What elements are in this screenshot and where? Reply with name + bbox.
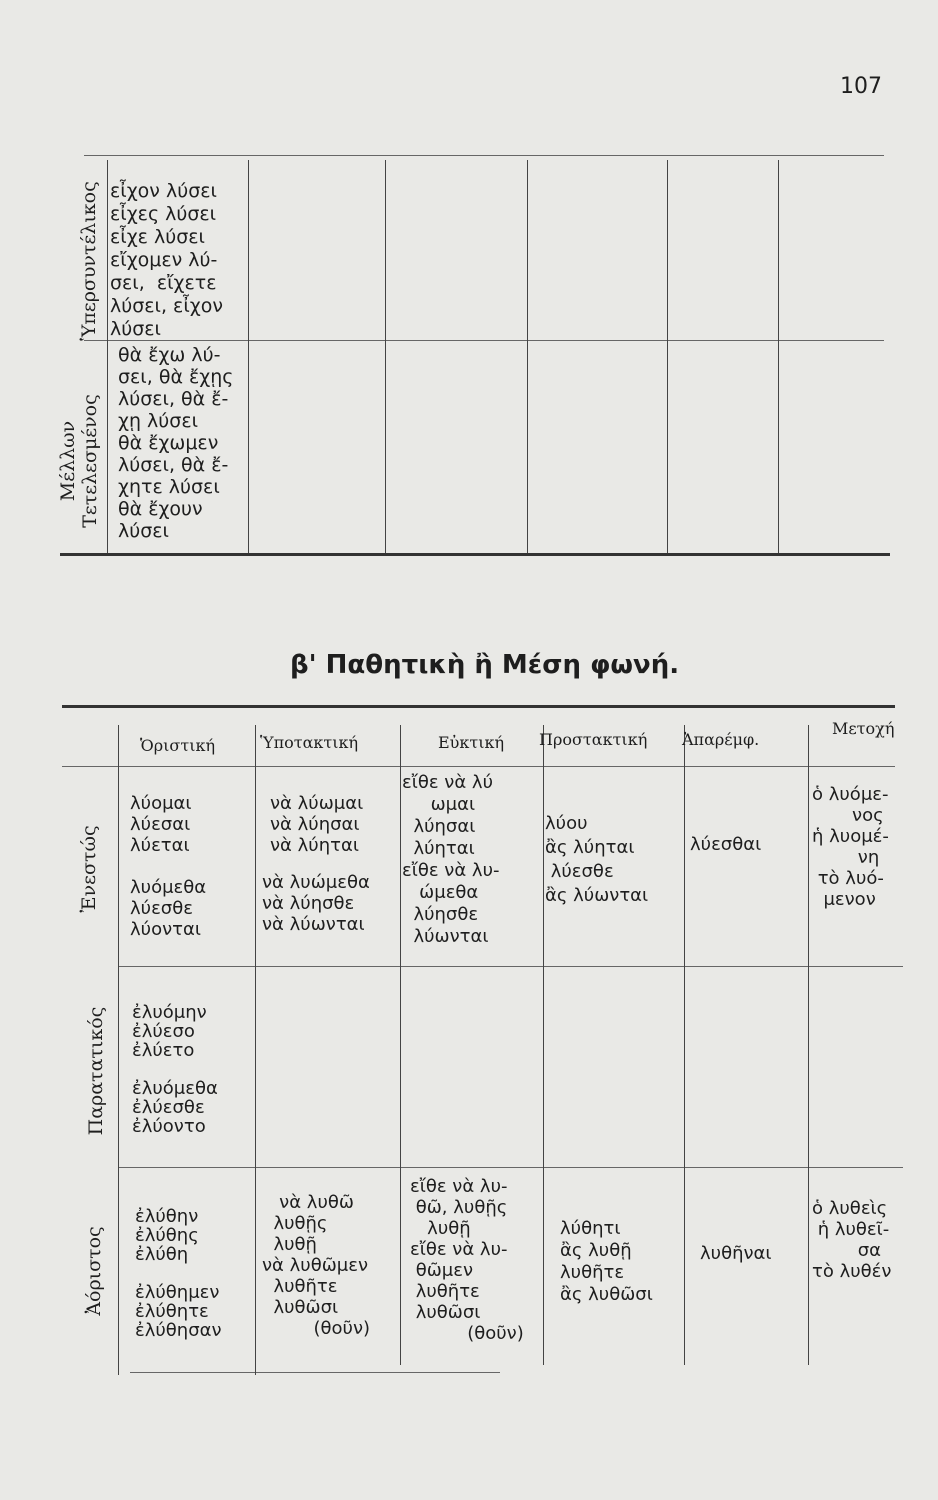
row-label-present: Ἐνεστώς (78, 825, 100, 913)
present-ypotaktiki-a: νὰ λύωμαι νὰ λύησαι νὰ λύηται (270, 793, 364, 856)
table-divider (107, 160, 108, 553)
table-rule (118, 1167, 903, 1168)
imperfect-oristiki: ἐλυόμην ἐλύεσο ἐλύετο ἐλυόμεθα ἐλύεσθε ἐλύοντο (132, 1002, 218, 1137)
table-divider (667, 160, 668, 553)
table-divider (808, 725, 809, 1365)
table-rule (62, 705, 895, 708)
table-rule (84, 155, 884, 156)
present-efktiki: εἴθε νὰ λύ ωμαι λύησαι λύηται εἴθε νὰ λυ- ώμεθα λύησθε λύωνται (402, 772, 500, 947)
aorist-ypotaktiki: νὰ λυθῶ λυθῇς λυθῇ νὰ λυθῶμεν λυθῆτε λυθῶσι (θοῦν) (262, 1192, 371, 1339)
present-aparemfato: λύεσθαι (690, 834, 762, 855)
page-number: 107 (840, 74, 882, 99)
row-label-future-perfect-1: Μέλλων (57, 420, 79, 502)
present-ypotaktiki-b: νὰ λυώμεθα νὰ λύησθε νὰ λύωνται (262, 872, 370, 935)
aorist-prostaktiki: λύθητι ἂς λυθῇ λυθῆτε ἂς λυθῶσι (560, 1218, 653, 1305)
table-divider (684, 725, 685, 1365)
present-oristiki: λύομαι λύεσαι λύεται λυόμεθα λύεσθε λύονται (130, 793, 207, 940)
future-perfect-forms: θὰ ἔχω λύ- σει, θὰ ἔχῃς λύσει, θὰ ἔ- χῃ λύσει θὰ ἔχωμεν λύσει, θὰ ἔ- χητε λύσει θὰ ἔχουν λύσει (118, 344, 234, 542)
table-divider (527, 160, 528, 553)
pluperfect-forms: εἶχον λύσει εἶχες λύσει εἶχε λύσει εἴχομεν λύ- σει, εἴχετε λύσει, εἶχον λύσει (110, 180, 223, 340)
row-label-aorist: Ἀόριστος (83, 1226, 105, 1316)
present-metochi: ὁ λυόμε- νος ἡ λυομέ- νη τὸ λυό- μενον (812, 784, 889, 910)
table-divider (400, 725, 401, 1365)
aorist-efktiki: εἴθε νὰ λυ- θῶ, λυθῇς λυθῇ εἴθε νὰ λυ- θῶμεν λυθῆτε λυθῶσι (θοῦν) (410, 1176, 524, 1344)
table-divider (543, 725, 544, 1365)
present-prostaktiki: λύου ἂς λύηται λύεσθε ἂς λύωνται (545, 813, 649, 906)
table-rule (118, 966, 903, 967)
table-divider (118, 725, 119, 1375)
header-ypotaktiki: Ὑποτακτική (260, 733, 359, 752)
table-rule (130, 1372, 500, 1373)
header-aparemfato: Ἀπαρέμφ. (682, 730, 760, 749)
header-metochi: Μετοχή (832, 719, 895, 738)
aorist-metochi: ὁ λυθεὶς ἡ λυθεῖ- σα τὸ λυθέν (812, 1198, 892, 1282)
header-efktiki: Εὐκτική (438, 733, 505, 752)
header-oristiki: Ὁριστική (140, 736, 216, 755)
table-divider (255, 725, 256, 1375)
table-divider (778, 160, 779, 553)
table-rule (60, 553, 890, 556)
row-label-future-perfect-2: Τετελεσμένος (79, 394, 101, 528)
table-divider (385, 160, 386, 553)
aorist-oristiki: ἐλύθην ἐλύθης ἐλύθη ἐλύθημεν ἐλύθητε ἐλύθησαν (135, 1206, 222, 1341)
section-title: β' Παθητικὴ ἢ Μέση φωνή. (290, 650, 680, 680)
table-divider (248, 160, 249, 553)
table-rule (62, 766, 895, 767)
row-label-imperfect: Παρατατικός (85, 1006, 107, 1136)
row-label-pluperfect: Ὑπερσυντέλικος (78, 181, 100, 341)
aorist-aparemfato: λυθῆναι (700, 1243, 772, 1264)
header-prostaktiki: Προστακτική (539, 730, 648, 749)
